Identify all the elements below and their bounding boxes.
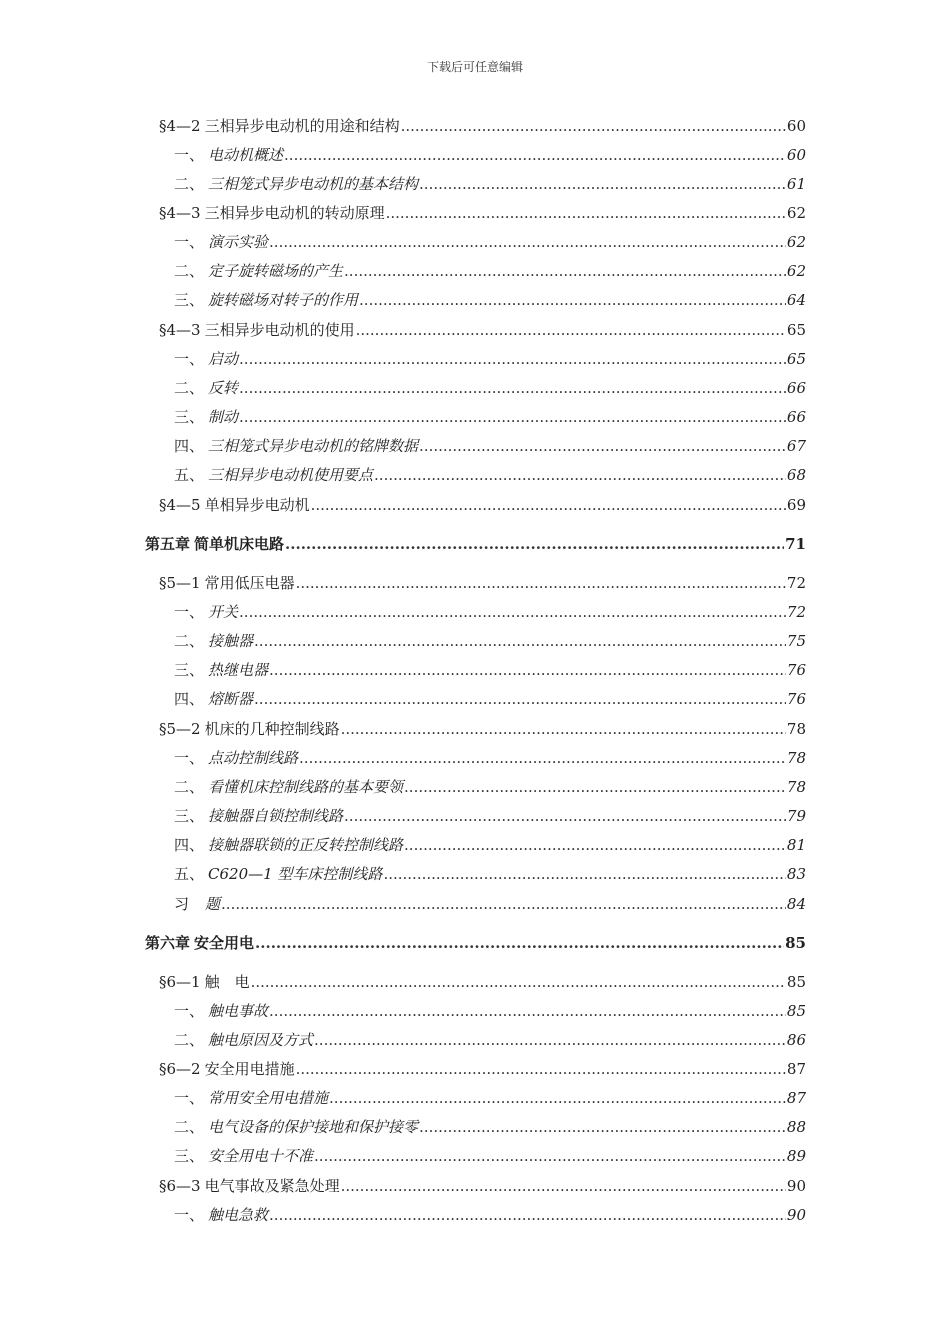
toc-entry-number: 一、 <box>174 1002 205 1020</box>
toc-entry-sub[interactable] <box>174 631 806 651</box>
toc-entry-number: §6—2 <box>159 1060 201 1078</box>
toc-entry-title: 开关 <box>208 603 239 621</box>
toc-entry-sub[interactable] <box>174 835 806 855</box>
toc-entry-title: 演示实验 <box>208 233 269 251</box>
toc-entry-number: §4—3 <box>159 321 201 339</box>
toc-entry-number: 三、 <box>174 661 205 679</box>
toc-entry-title: 接触器自锁控制线路 <box>208 807 344 825</box>
toc-entry-title: 安全用电措施 <box>204 1060 295 1078</box>
toc-entry-title: 定子旋转磁场的产生 <box>208 262 344 280</box>
toc-entry-sub[interactable] <box>174 777 806 797</box>
dot-leader <box>269 232 786 252</box>
toc-entry-page-number: 76 <box>786 661 806 679</box>
dot-leader <box>404 777 786 797</box>
toc-entry-number: 第五章 <box>145 535 191 553</box>
toc-entry-number: 二、 <box>174 175 205 193</box>
toc-entry-page-number: 68 <box>786 466 806 484</box>
dot-leader <box>383 864 785 884</box>
toc-entry-title: 接触器联锁的正反转控制线路 <box>208 836 404 854</box>
toc-entry-title: 制动 <box>208 408 239 426</box>
toc-entry-title: 电气事故及紧急处理 <box>204 1177 340 1195</box>
toc-entry-title: 题 <box>205 895 221 913</box>
dot-leader <box>284 145 786 165</box>
toc-entry-number: 四、 <box>174 690 205 708</box>
toc-entry-sub[interactable] <box>174 864 806 884</box>
toc-entry-number: 二、 <box>174 778 205 796</box>
toc-entry-title: 触电事故 <box>208 1002 269 1020</box>
toc-entry-page-number: 72 <box>786 574 806 592</box>
toc-entry-page-number: 81 <box>786 836 806 854</box>
dot-leader <box>251 972 786 992</box>
dot-leader <box>269 660 786 680</box>
toc-entry-page-number: 71 <box>785 535 806 553</box>
toc-entry-number: §4—2 <box>159 117 201 135</box>
dot-leader <box>344 261 786 281</box>
toc-entry-number: 二、 <box>174 632 205 650</box>
toc-entry-number: 习 <box>174 895 190 913</box>
toc-entry-section[interactable] <box>159 1176 806 1196</box>
dot-leader <box>239 602 786 622</box>
toc-entry-page-number: 79 <box>786 807 806 825</box>
dot-leader <box>341 1176 786 1196</box>
toc-entry-number: 一、 <box>174 233 205 251</box>
toc-entry-title: 安全用电十不准 <box>208 1147 314 1165</box>
toc-entry-section[interactable] <box>159 203 806 223</box>
toc-entry-section[interactable] <box>159 1059 806 1079</box>
toc-entry-sub[interactable] <box>174 1205 806 1225</box>
toc-entry-page-number: 60 <box>786 146 806 164</box>
toc-entry-page-number: 75 <box>786 632 806 650</box>
toc-entry-sub[interactable] <box>174 1030 806 1050</box>
toc-entry-title: 三相笼式异步电动机的铭牌数据 <box>208 437 419 455</box>
toc-entry-section[interactable] <box>159 972 806 992</box>
toc-entry-number: 三、 <box>174 1147 205 1165</box>
toc-entry-number: 二、 <box>174 1118 205 1136</box>
dot-leader <box>254 631 786 651</box>
toc-entry-chapter[interactable] <box>145 534 806 554</box>
dot-leader <box>404 835 786 855</box>
toc-entry-sub[interactable] <box>174 689 806 709</box>
dot-leader <box>299 748 786 768</box>
toc-entry-page-number: 85 <box>786 973 806 991</box>
toc-entry-number: 二、 <box>174 1031 205 1049</box>
toc-entry-page-number: 85 <box>786 1002 806 1020</box>
dot-leader <box>296 573 786 593</box>
toc-entry-sub[interactable] <box>174 145 806 165</box>
toc-entry-number: §6—1 <box>159 973 201 991</box>
dot-leader <box>356 320 786 340</box>
toc-entry-page-number: 62 <box>786 233 806 251</box>
toc-entry-page-number: 66 <box>786 379 806 397</box>
toc-entry-page-number: 69 <box>786 496 806 514</box>
toc-entry-number: §5—2 <box>159 720 201 738</box>
toc-entry-title: 电气设备的保护接地和保护接零 <box>208 1118 419 1136</box>
toc-entry-title: 三相异步电动机使用要点 <box>208 466 374 484</box>
toc-entry-number: 一、 <box>174 146 205 164</box>
dot-leader <box>374 465 786 485</box>
dot-leader <box>341 719 786 739</box>
toc-entry-number: 五、 <box>174 865 205 883</box>
toc-entry-sub[interactable] <box>174 1001 806 1021</box>
toc-entry-page-number: 78 <box>786 749 806 767</box>
toc-entry-page-number: 90 <box>786 1206 806 1224</box>
toc-entry-title: 电动机概述 <box>208 146 284 164</box>
toc-entry-title: 三相异步电动机的转动原理 <box>204 204 385 222</box>
dot-leader <box>239 378 786 398</box>
toc-entry-title: 常用低压电器 <box>204 574 295 592</box>
toc-entry-sub[interactable] <box>174 261 806 281</box>
toc-entry-page-number: 86 <box>786 1031 806 1049</box>
toc-entry-number: 二、 <box>174 262 205 280</box>
toc-entry-number: 一、 <box>174 749 205 767</box>
toc-entry-sub[interactable] <box>174 465 806 485</box>
toc-entry-sub[interactable] <box>174 806 806 826</box>
dot-leader <box>255 933 784 953</box>
toc-entry-number: §4—3 <box>159 204 201 222</box>
toc-entry-number: 三、 <box>174 408 205 426</box>
toc-entry-title: 安全用电 <box>194 934 255 952</box>
dot-leader <box>401 116 786 136</box>
toc-entry-title: 简单机床电路 <box>194 535 285 553</box>
toc-entry-title: 接触器 <box>208 632 254 650</box>
toc-entry-title: 反转 <box>208 379 239 397</box>
dot-leader <box>419 436 786 456</box>
toc-entry-title: 常用安全用电措施 <box>208 1089 329 1107</box>
toc-entry-page-number: 62 <box>786 262 806 280</box>
dot-leader <box>239 407 786 427</box>
toc-entry-title: C620—1 型车床控制线路 <box>208 865 383 883</box>
toc-entry-page-number: 88 <box>786 1118 806 1136</box>
toc-entry-sub[interactable] <box>174 290 806 310</box>
dot-leader <box>269 1205 786 1225</box>
toc-entry-sub[interactable] <box>174 349 806 369</box>
toc-entry-number: 一、 <box>174 350 205 368</box>
toc-entry-title: 单相异步电动机 <box>204 496 310 514</box>
dot-leader <box>359 290 786 310</box>
dot-leader <box>419 174 786 194</box>
toc-entry-sub[interactable] <box>174 894 806 914</box>
toc-entry-title: 旋转磁场对转子的作用 <box>208 291 359 309</box>
toc-entry-number: 一、 <box>174 1206 205 1224</box>
toc-entry-page-number: 62 <box>786 204 806 222</box>
toc-entry-title: 触电急救 <box>208 1206 269 1224</box>
toc-entry-sub[interactable] <box>174 378 806 398</box>
toc-entry-number: 一、 <box>174 1089 205 1107</box>
toc-entry-sub[interactable] <box>174 748 806 768</box>
toc-entry-number: §5—1 <box>159 574 201 592</box>
dot-leader <box>329 1088 786 1108</box>
toc-entry-page-number: 90 <box>786 1177 806 1195</box>
toc-entry-title: 熔断器 <box>208 690 254 708</box>
toc-entry-title: 看懂机床控制线路的基本要领 <box>208 778 404 796</box>
dot-leader <box>285 534 784 554</box>
toc-entry-page-number: 87 <box>786 1089 806 1107</box>
toc-entry-page-number: 65 <box>786 350 806 368</box>
toc-entry-number: 五、 <box>174 466 205 484</box>
toc-entry-sub[interactable] <box>174 436 806 456</box>
toc-entry-title: 三相笼式异步电动机的基本结构 <box>208 175 419 193</box>
toc-entry-page-number: 66 <box>786 408 806 426</box>
toc-entry-section[interactable] <box>159 116 806 136</box>
dot-leader <box>221 894 786 914</box>
toc-entry-sub[interactable] <box>174 1146 806 1166</box>
dot-leader <box>239 349 786 369</box>
dot-leader <box>314 1146 786 1166</box>
toc-entry-number: §4—5 <box>159 496 201 514</box>
toc-entry-page-number: 60 <box>786 117 806 135</box>
toc-entry-title: 启动 <box>208 350 239 368</box>
toc-entry-title: 三相异步电动机的使用 <box>204 321 355 339</box>
toc-entry-title: 触电原因及方式 <box>208 1031 314 1049</box>
toc-entry-page-number: 83 <box>786 865 806 883</box>
dot-leader <box>314 1030 786 1050</box>
toc-entry-number: §6—3 <box>159 1177 201 1195</box>
dot-leader <box>386 203 786 223</box>
toc-entry-page-number: 87 <box>786 1060 806 1078</box>
toc-entry-page-number: 89 <box>786 1147 806 1165</box>
dot-leader <box>269 1001 786 1021</box>
toc-entry-number: 三、 <box>174 291 205 309</box>
toc-entry-page-number: 76 <box>786 690 806 708</box>
toc-entry-page-number: 85 <box>785 934 806 952</box>
dot-leader <box>419 1117 786 1137</box>
toc-entry-number: 四、 <box>174 836 205 854</box>
toc-entry-title: 热继电器 <box>208 661 269 679</box>
toc-entry-sub[interactable] <box>174 232 806 252</box>
toc-entry-number: 二、 <box>174 379 205 397</box>
page-header: 下载后可任意编辑 <box>426 60 523 74</box>
toc-entry-section[interactable] <box>159 320 806 340</box>
toc-entry-sub[interactable] <box>174 1088 806 1108</box>
toc-entry-page-number: 78 <box>786 720 806 738</box>
toc-entry-page-number: 78 <box>786 778 806 796</box>
toc-entry-sub[interactable] <box>174 407 806 427</box>
toc-entry-title: 三相异步电动机的用途和结构 <box>204 117 400 135</box>
toc-entry-sub[interactable] <box>174 602 806 622</box>
toc-entry-page-number: 67 <box>786 437 806 455</box>
toc-entry-section[interactable] <box>159 573 806 593</box>
toc-entry-page-number: 64 <box>786 291 806 309</box>
toc-entry-page-number: 72 <box>786 603 806 621</box>
toc-entry-page-number: 65 <box>786 321 806 339</box>
dot-leader <box>311 495 786 515</box>
toc-entry-number: 四、 <box>174 437 205 455</box>
toc-entry-sub[interactable] <box>174 174 806 194</box>
toc-entry-sub[interactable] <box>174 1117 806 1137</box>
dot-leader <box>296 1059 786 1079</box>
toc-entry-number: 三、 <box>174 807 205 825</box>
toc-entry-number: 第六章 <box>145 934 191 952</box>
toc-entry-title: 机床的几种控制线路 <box>204 720 340 738</box>
dot-leader <box>344 806 786 826</box>
toc-entry-section[interactable] <box>159 495 806 515</box>
toc-entry-page-number: 84 <box>786 895 806 913</box>
toc-entry-chapter[interactable] <box>145 933 806 953</box>
dot-leader <box>254 689 786 709</box>
toc-entry-title: 触 电 <box>204 973 250 991</box>
toc-entry-sub[interactable] <box>174 660 806 680</box>
toc-entry-number: 一、 <box>174 603 205 621</box>
toc-entry-page-number: 61 <box>786 175 806 193</box>
toc-entry-section[interactable] <box>159 719 806 739</box>
toc-entry-title: 点动控制线路 <box>208 749 299 767</box>
